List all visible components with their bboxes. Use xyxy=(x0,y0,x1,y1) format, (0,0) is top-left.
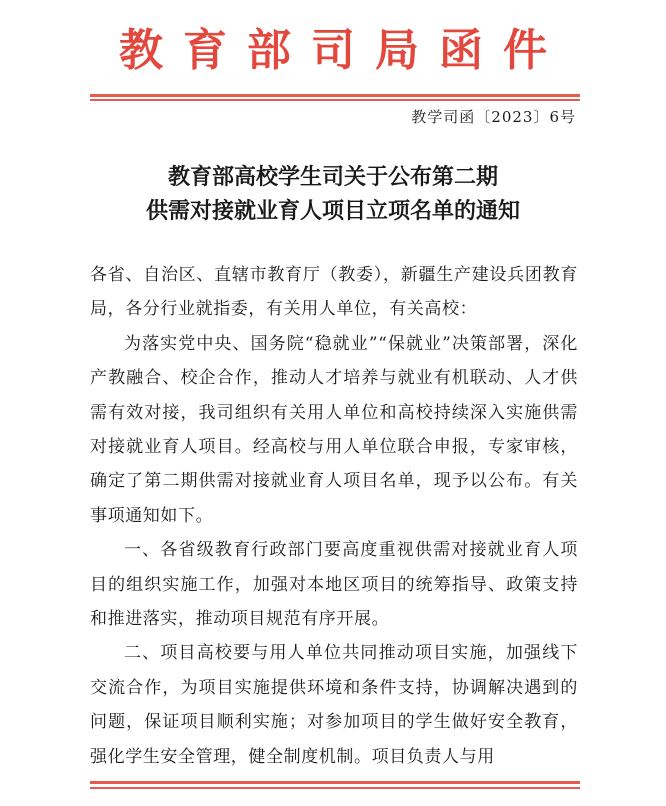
notice-body xyxy=(90,258,578,774)
notice-title-line-2: 供需对接就业育人项目立项名单的通知 xyxy=(145,198,520,224)
header-rule-thick xyxy=(90,94,580,97)
header-rule-thin xyxy=(90,99,580,101)
notice-title-line-1: 教育部高校学生司关于公布第二期 xyxy=(167,164,498,190)
footer-rule-thick xyxy=(90,781,580,784)
body-paragraph-1: 为落实党中央、国务院“稳就业”“保就业”决策部署，深化产教融合、校企合作，推动人才培养与就业有机联动、人才供需有效对接，我司组织有关用人单位和高校持续深入实施供需对接就业育人项目。经高校与用人单位联合申报，专家审核，确定了第二期供需对接就业育人项目名单，现予以公布。有关事项通知如下。 xyxy=(90,333,578,526)
document-number: 教学司函〔2023〕6号 xyxy=(411,108,576,126)
notice-title xyxy=(0,160,666,228)
footer-rule-thin xyxy=(90,787,580,789)
salutation: 各省、自治区、直辖市教育厅（教委），新疆生产建设兵团教育局，各分行业就指委，有关用人单位，有关高校： xyxy=(90,265,578,320)
letterhead-title: 教育部司局函件 xyxy=(119,25,567,76)
body-paragraph-3: 二、项目高校要与用人单位共同推动项目实施，加强线下交流合作，为项目实施提供环境和条件支持，协调解决遇到的问题，保证项目顺利实施；对参加项目的学生做好安全教育，强化学生安全管理，健全制度机制。项目负责人与用 xyxy=(90,643,578,767)
body-paragraph-2: 一、各省级教育行政部门要高度重视供需对接就业育人项目的组织实施工作，加强对本地区项目的统筹指导、政策支持和推进落实，推动项目规范有序开展。 xyxy=(90,540,578,630)
